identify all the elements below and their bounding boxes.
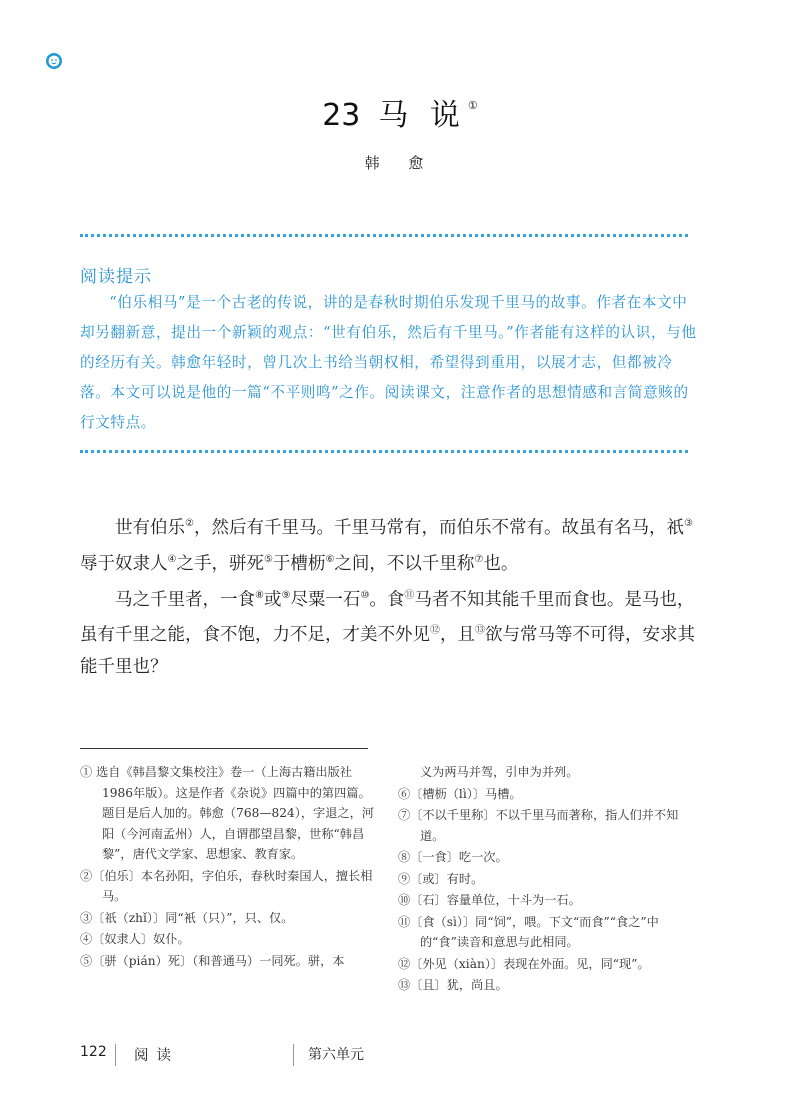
footnote-marker: ⑥ <box>325 553 335 565</box>
footnote-marker: ⑩ <box>360 589 370 601</box>
paragraph-2: 马之千里者，一食⑧或⑨尽粟一石⑩。食⑪马者不知其能千里而食也。是马也，虽有千里之能，食不饱，力不足，才美不外见⑫，且⑬欲与常马等不可得，安求其能千里也？ <box>80 589 695 678</box>
footer-separator <box>115 1044 116 1066</box>
footnote: ⑬〔且〕犹，尚且。 <box>398 978 508 992</box>
smiley-face-icon <box>45 52 63 70</box>
page-number: 122 <box>80 1044 107 1060</box>
footnote: ③〔祇（zhǐ）〕同“衹（只）”，只、仅。 <box>80 910 294 925</box>
dotted-divider-top <box>80 234 688 237</box>
footnote-marker: ⑧ <box>255 589 264 601</box>
title-footnote-marker: ① <box>467 99 478 112</box>
footnote-rule <box>80 748 368 749</box>
paragraph-1: 世有伯乐②，然后有千里马。千里马常有，而伯乐不常有。故虽有名马，祇③辱于奴隶人④之手，骈死⑤于槽枥⑥之间，不以千里称⑦也。 <box>80 517 693 574</box>
lesson-title-text: 马 说 <box>378 98 466 133</box>
footnote: ②〔伯乐〕本名孙阳，字伯乐，春秋时秦国人，擅长相马。 <box>80 868 373 903</box>
footnote-marker: ⑤ <box>263 553 273 565</box>
footnote-marker: ② <box>185 518 194 529</box>
footnote: ⑪〔食（sì）〕同“饲”，喂。下文“而食”“食之”中的“食”读音和意思与此相同。 <box>398 914 659 949</box>
author-name: 韩 愈 <box>364 154 436 172</box>
footer-section: 阅读 <box>134 1048 179 1064</box>
footnote: ⑫〔外见（xiàn）〕表现在外面。见，同“现”。 <box>398 956 650 971</box>
footnote: ⑧〔一食〕吃一次。 <box>398 850 508 864</box>
footer-unit: 第六单元 <box>308 1047 364 1063</box>
dotted-divider-bottom <box>80 450 688 453</box>
footnote-continuation: 义为两马并驾，引申为并列。 <box>420 765 579 779</box>
footnote: ① 选自《韩昌黎文集校注》卷一（上海古籍出版社1986年版）。这是作者《杂说》四篇中的第四篇。题目是后人加的。韩愈（768—824），字退之，河阳（今河南孟州）人，自谓郡望昌黎，世称“韩昌黎”，唐代文学家、思想家、教育家。 <box>80 765 374 861</box>
lesson-title <box>0 90 800 134</box>
main-text <box>80 508 698 683</box>
footnote-marker: ④ <box>167 553 177 565</box>
footnote-marker: ⑬ <box>475 625 485 637</box>
footnote-marker: ⑦ <box>474 553 484 565</box>
reading-tips-body: “伯乐相马”是一个古老的传说，讲的是春秋时期伯乐发现千里马的故事。作者在本文中却另翻新意，提出一个新颖的观点：“世有伯乐，然后有千里马。”作者能有这样的认识，与他的经历有关。韩愈年轻时，曾几次上书给当朝权相，希望得到重用，以展才志，但都被冷落。本文可以说是他的一篇“不平则鸣”之作。阅读课文，注意作者的思想情感和言简意赅的行文特点。 <box>80 294 697 431</box>
footnote-marker: ③ <box>683 518 693 529</box>
reading-tips-heading: 阅读提示 <box>80 267 152 287</box>
footer-separator <box>293 1044 294 1066</box>
footnote: ④〔奴隶人〕奴仆。 <box>80 932 190 946</box>
footnote-marker: ⑨ <box>281 589 291 601</box>
footnotes-left-column <box>80 762 380 972</box>
footnote: ⑦〔不以千里称〕不以千里马而著称，指人们并不知道。 <box>398 808 679 843</box>
footnote: ⑨〔或〕有时。 <box>398 871 484 886</box>
footnote-marker: ⑪ <box>404 589 415 601</box>
footnote: ⑤〔骈（pián）死〕（和普通马）一同死。骈，本 <box>80 953 345 968</box>
footnote: ⑩〔石〕容量单位，十斗为一石。 <box>398 893 581 907</box>
footnotes-right-column <box>398 762 698 997</box>
footnote-marker: ⑫ <box>430 625 440 637</box>
footnote: ⑥〔槽枥（lì）〕马槽。 <box>398 786 522 801</box>
lesson-number: 23 <box>322 98 361 133</box>
